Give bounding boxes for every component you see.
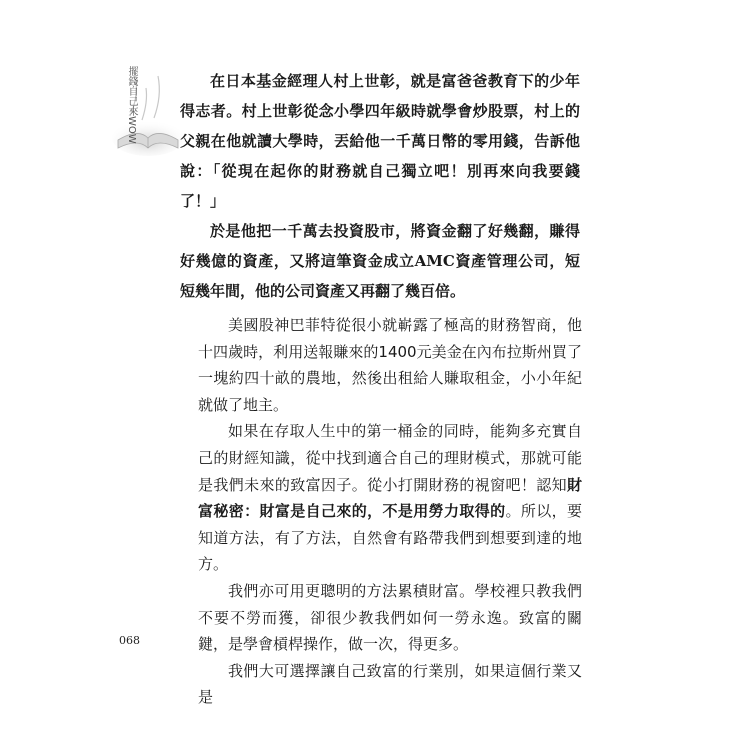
body-text: 如果在存取人生中的第一桶金的同時，能夠多充實自己的財經知識，從中找到適合自己的理財模式，那就可能是我們未來的致富因子。從小打開財務的視窗吧！認知 bbox=[198, 422, 582, 494]
body-paragraph: 我們大可選擇讓自己致富的行業別，如果這個行業又是 bbox=[198, 661, 582, 707]
quote-paragraph: 在日本基金經理人村上世彰，就是富爸爸教育下的少年得志者。村上世彰從念小學四年級時就學會炒股票，村上的父親在他就讀大學時，丟給他一千萬日幣的零用錢，告訴他說：「從現在起你的財務就自己獨立吧！別再來向我要錢了！」 bbox=[180, 72, 580, 210]
main-text bbox=[198, 312, 582, 711]
page-number: 068 bbox=[119, 634, 140, 647]
body-paragraph bbox=[198, 418, 582, 578]
quote-paragraph: 於是他把一千萬去投資股市，將資金翻了好幾翻，賺得好幾億的資產，又將這筆資金成立AMC資產管理公司，短短幾年間，他的公司資產又再翻了幾百倍。 bbox=[180, 222, 580, 300]
book-emblem-icon bbox=[108, 58, 188, 168]
body-paragraph: 美國股神巴菲特從很小就嶄露了極高的財務智商，他十四歲時，利用送報賺來的1400元美金在內布拉斯州買了一塊約四十畝的農地，然後出租給人賺取租金，小小年紀就做了地主。 bbox=[198, 316, 582, 414]
emphasis-text: 財富秘密：財富是自己來的，不是用勞力取得的 bbox=[198, 475, 582, 521]
body-text: 。所以，要知道方法，有了方法，自然會有路帶我們到想要到達的地方。 bbox=[198, 502, 582, 574]
chapter-decoration bbox=[108, 58, 188, 168]
story-quote bbox=[180, 66, 580, 306]
body-paragraph: 我們亦可用更聰明的方法累積財富。學校裡只教我們不要不勞而獲，卻很少教我們如何一勞永逸。致富的關鍵，是學會槓桿操作，做一次，得更多。 bbox=[198, 581, 582, 654]
running-title: 擺錢自己來WOW bbox=[126, 66, 137, 144]
